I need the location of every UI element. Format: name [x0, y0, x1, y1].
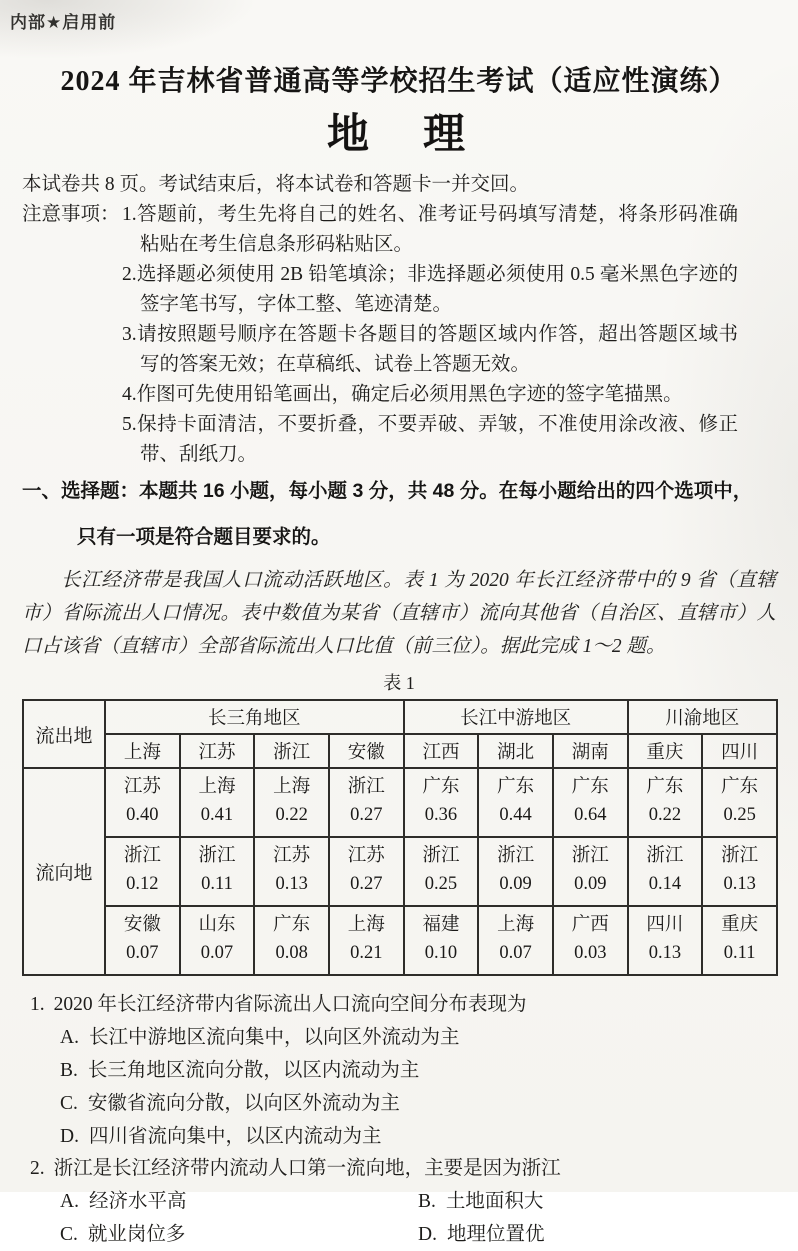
notice-block — [22, 200, 776, 470]
flow-ratio: 0.44 — [499, 805, 532, 825]
flow-ratio: 0.27 — [350, 805, 383, 825]
flow-ratio: 0.14 — [648, 874, 682, 894]
question-text: 浙江是长江经济带内流动人口第一流向地，主要是因为浙江 — [53, 1158, 561, 1179]
flow-ratio: 0.07 — [126, 943, 159, 963]
province-header: 安徽 — [329, 734, 404, 768]
region-group-header: 长江中游地区 — [404, 700, 628, 734]
notice-item: 3.请按照题号顺序在答题卡各题目的答题区域内作答，超出答题区域书写的答案无效；在草稿纸、试卷上答题无效。 — [122, 324, 738, 375]
flow-cell — [404, 906, 479, 975]
option-A — [60, 1021, 776, 1054]
question-number: 2. — [30, 1158, 45, 1179]
province-header: 重庆 — [628, 734, 703, 768]
question-stem — [30, 1153, 776, 1185]
flow-cell — [329, 906, 404, 975]
destination-province: 重庆 — [721, 915, 759, 935]
destination-province: 山东 — [198, 915, 236, 935]
flow-cell — [180, 768, 255, 837]
flow-ratio: 0.25 — [424, 874, 458, 894]
destination-province: 福建 — [422, 915, 460, 935]
flow-cell — [478, 906, 553, 975]
section-heading — [22, 476, 776, 552]
question-number: 1. — [30, 994, 45, 1015]
destination-province: 浙江 — [497, 846, 535, 866]
notice-label: 注意事项： — [22, 204, 120, 225]
security-label: 内部★启用前 — [10, 13, 117, 32]
destination-province: 广西 — [571, 915, 609, 935]
notice-item: 4.作图可先使用铅笔画出，确定后必须用黑色字迹的签字笔描黑。 — [122, 384, 683, 405]
flow-cell — [478, 768, 553, 837]
destination-province: 浙江 — [646, 846, 684, 866]
flow-cell — [702, 837, 777, 906]
flow-table — [22, 699, 778, 976]
question — [30, 1153, 776, 1251]
flow-cell — [254, 837, 329, 906]
option-text: 长三角地区流向分散，以区内流动为主 — [87, 1060, 420, 1081]
subject-title: 地 理 — [326, 112, 471, 158]
flow-ratio: 0.64 — [574, 805, 607, 825]
destination-province: 江苏 — [273, 846, 311, 866]
destination-province: 上海 — [273, 777, 311, 797]
option-label: B. — [418, 1191, 436, 1212]
region-group-header: 长三角地区 — [105, 700, 404, 734]
flow-cell — [180, 837, 255, 906]
option-C — [60, 1218, 418, 1251]
option-label: A. — [60, 1027, 79, 1048]
flow-cell — [105, 906, 180, 975]
passage: 长江经济带是我国人口流动活跃地区。表 1 为 2020 年长江经济带中的 9 省（直辖市）省际流出人口情况。表中数值为某省（直辖市）流向其他省（自治区、直辖市）人口占该省（直辖市）全部省际流出人口比值（前三位）。据此完成 1～2 题。 — [22, 570, 776, 657]
table-row — [23, 768, 777, 837]
option-text: 就业岗位多 — [87, 1224, 186, 1245]
notice-item: 2.选择题必须使用 2B 铅笔填涂；非选择题必须使用 0.5 毫米黑色字迹的签字笔书写，字体工整、笔迹清楚。 — [122, 264, 738, 315]
region-group-header: 川渝地区 — [628, 700, 777, 734]
flow-cell — [105, 768, 180, 837]
destination-province: 江苏 — [123, 777, 161, 797]
flow-cell — [404, 837, 479, 906]
question-stem — [30, 989, 776, 1021]
flow-cell — [628, 837, 703, 906]
flow-ratio: 0.11 — [723, 943, 756, 963]
region-header-row — [23, 700, 777, 734]
flow-ratio: 0.22 — [275, 805, 308, 825]
flow-cell — [105, 837, 180, 906]
destination-province: 浙江 — [198, 846, 236, 866]
table-caption: 表 1 — [383, 673, 415, 693]
question — [30, 989, 776, 1153]
province-header: 浙江 — [254, 734, 329, 768]
option-A — [60, 1185, 418, 1218]
destination-province: 浙江 — [347, 777, 385, 797]
destination-province: 四川 — [646, 915, 684, 935]
flow-cell — [702, 768, 777, 837]
flow-ratio: 0.09 — [574, 874, 607, 894]
table-row — [23, 906, 777, 975]
flow-cell — [702, 906, 777, 975]
flow-cell — [553, 906, 628, 975]
flow-ratio: 0.07 — [499, 943, 532, 963]
flow-ratio: 0.27 — [350, 874, 383, 894]
option-B — [60, 1054, 776, 1087]
option-label: D. — [418, 1224, 437, 1245]
destination-province: 江苏 — [347, 846, 385, 866]
destination-province: 安徽 — [123, 915, 161, 935]
flow-cell — [628, 768, 703, 837]
flow-cell — [254, 906, 329, 975]
corner-header: 流出地 — [23, 700, 105, 768]
flow-ratio: 0.11 — [201, 874, 233, 894]
province-header: 湖南 — [553, 734, 628, 768]
option-label: A. — [60, 1191, 79, 1212]
destination-province: 浙江 — [571, 846, 609, 866]
flow-cell — [329, 768, 404, 837]
flow-ratio: 0.10 — [424, 943, 458, 963]
flow-cell — [404, 768, 479, 837]
flow-cell — [553, 837, 628, 906]
destination-province: 浙江 — [422, 846, 460, 866]
flow-cell — [628, 906, 703, 975]
option-text: 地理位置优 — [446, 1224, 545, 1245]
flow-ratio: 0.12 — [126, 874, 159, 894]
flow-ratio: 0.07 — [200, 943, 234, 963]
option-label: C. — [60, 1093, 78, 1114]
option-text: 经济水平高 — [88, 1191, 187, 1212]
option-D — [418, 1218, 776, 1251]
notice-item: 5.保持卡面清洁，不要折叠，不要弄破、弄皱，不准使用涂改液、修正带、刮纸刀。 — [122, 414, 738, 465]
flow-ratio: 0.09 — [499, 874, 532, 894]
notice-item: 1.答题前，考生先将自己的姓名、准考证号码填写清楚，将条形码准确粘贴在考生信息条形码粘贴区。 — [122, 204, 738, 255]
flow-ratio: 0.08 — [275, 943, 308, 963]
destination-province: 广东 — [422, 777, 460, 797]
flow-cell — [254, 768, 329, 837]
return-note: 本试卷共 8 页。考试结束后，将本试卷和答题卡一并交回。 — [22, 174, 530, 195]
flow-cell — [478, 837, 553, 906]
flow-ratio: 0.13 — [648, 943, 682, 963]
flow-cell — [329, 837, 404, 906]
option-text: 长江中游地区流向集中，以向区外流动为主 — [88, 1027, 460, 1048]
flow-cell — [553, 768, 628, 837]
province-header: 江苏 — [180, 734, 255, 768]
flow-ratio: 0.03 — [574, 943, 607, 963]
destination-province: 上海 — [198, 777, 236, 797]
option-text: 安徽省流向分散，以向区外流动为主 — [87, 1093, 400, 1114]
flow-ratio: 0.21 — [350, 943, 383, 963]
province-header: 上海 — [105, 734, 180, 768]
destination-province: 广东 — [721, 777, 759, 797]
option-text: 四川省流向集中，以区内流动为主 — [88, 1126, 382, 1147]
destination-province: 浙江 — [721, 846, 759, 866]
flow-ratio: 0.36 — [424, 805, 458, 825]
flow-ratio: 0.25 — [723, 805, 756, 825]
option-D — [60, 1120, 776, 1153]
flow-table-body — [23, 700, 777, 975]
destination-province: 广东 — [571, 777, 609, 797]
row-group-header: 流向地 — [23, 768, 105, 975]
province-header-row — [23, 734, 777, 768]
flow-ratio: 0.40 — [126, 805, 159, 825]
option-text: 土地面积大 — [445, 1191, 544, 1212]
section-heading-line2: 只有一项是符合题目要求的。 — [77, 526, 331, 548]
option-label: D. — [60, 1126, 79, 1147]
destination-province: 上海 — [347, 915, 385, 935]
destination-province: 浙江 — [123, 846, 161, 866]
destination-province: 广东 — [646, 777, 684, 797]
exam-title: 2024 年吉林省普通高等学校招生考试（适应性演练） — [60, 66, 738, 97]
options — [60, 1021, 776, 1153]
option-B — [418, 1185, 776, 1218]
flow-ratio: 0.22 — [648, 805, 682, 825]
option-C — [60, 1087, 776, 1120]
destination-province: 广东 — [273, 915, 311, 935]
province-header: 四川 — [702, 734, 777, 768]
destination-province: 广东 — [497, 777, 535, 797]
destination-province: 上海 — [497, 915, 535, 935]
flow-ratio: 0.41 — [200, 805, 234, 825]
question-text: 2020 年长江经济带内省际流出人口流向空间分布表现为 — [53, 994, 527, 1015]
section-heading-line1: 一、选择题：本题共 16 小题，每小题 3 分，共 48 分。在每小题给出的四个选项中， — [22, 480, 753, 502]
flow-cell — [180, 906, 255, 975]
notice-items — [122, 200, 738, 470]
province-header: 江西 — [404, 734, 479, 768]
option-label: B. — [60, 1060, 78, 1081]
flow-ratio: 0.13 — [275, 874, 308, 894]
table-row — [23, 837, 777, 906]
questions — [22, 989, 776, 1251]
province-header: 湖北 — [478, 734, 553, 768]
flow-ratio: 0.13 — [723, 874, 756, 894]
option-label: C. — [60, 1224, 78, 1245]
options — [60, 1185, 776, 1251]
